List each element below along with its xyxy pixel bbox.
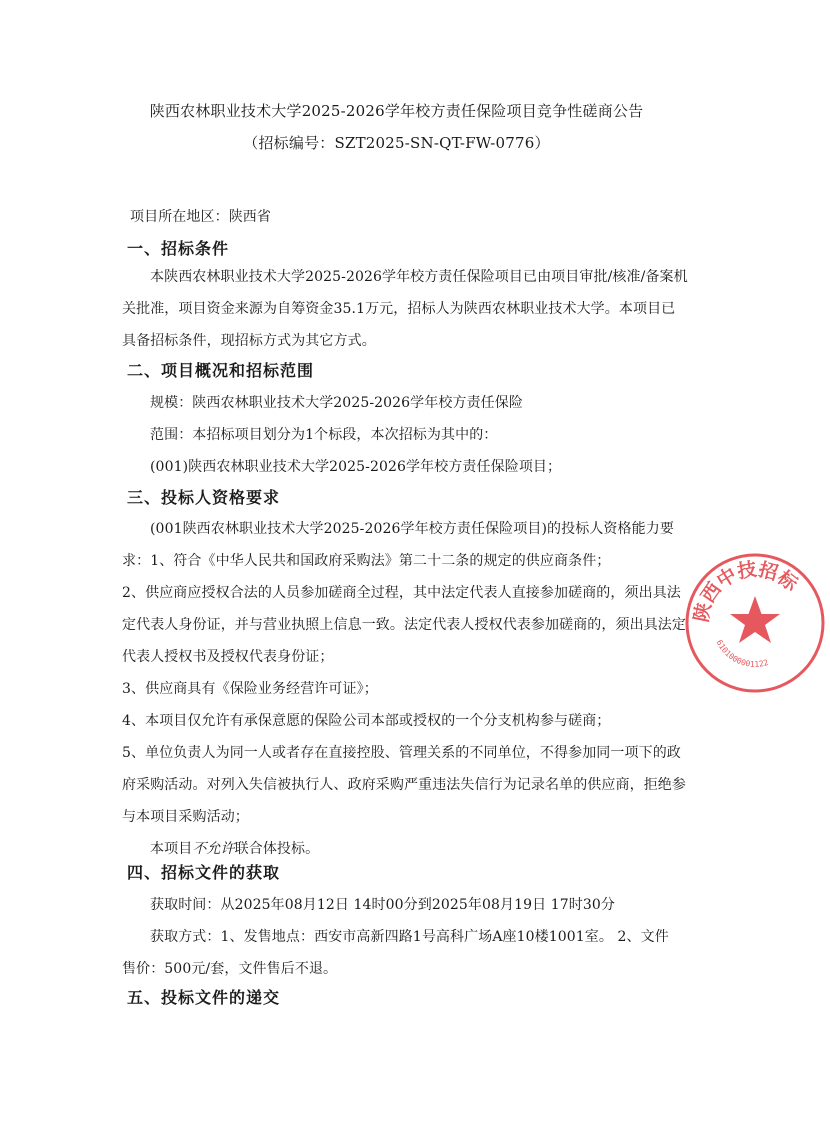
section-4-line-2: 获取方式：1、发售地点：西安市高新四路1号高科广场A座10楼1001室。 2、文件 [150, 929, 669, 945]
official-seal-stamp [680, 548, 830, 698]
section-1-line-1: 本陕西农林职业技术大学2025-2026学年校方责任保险项目已由项目审批/核准/备案机 [150, 269, 688, 285]
consortium-suffix: 联合体投标。 [234, 841, 320, 857]
section-3-line-1: (001陕西农林职业技术大学2025-2026学年校方责任保险项目)的投标人资格能力要 [150, 521, 674, 537]
section-3-line-8: 5、单位负责人为同一人或者存在直接控股、管理关系的不同单位，不得参加同一项下的政 [122, 745, 681, 761]
seal-text: 陕西中技招标 [690, 558, 802, 624]
section-3-line-7: 4、本项目仅允许有承保意愿的保险公司本部或授权的一个分支机构参与磋商； [122, 713, 611, 729]
section-5-heading: 五、投标文件的递交 [127, 988, 281, 1007]
section-2-line-2: 范围：本招标项目划分为1个标段，本次招标为其中的： [150, 427, 498, 443]
section-3-line-3: 2、供应商应授权合法的人员参加磋商全过程，其中法定代表人直接参加磋商的，须出具法 [122, 585, 681, 601]
consortium-prefix: 本项目 [150, 841, 193, 857]
document-title: 陕西农林职业技术大学2025-2026学年校方责任保险项目竞争性磋商公告 [149, 102, 644, 120]
section-3-heading: 三、投标人资格要求 [127, 488, 281, 507]
project-region: 项目所在地区：陕西省 [130, 209, 271, 225]
section-2-line-1: 规模：陕西农林职业技术大学2025-2026学年校方责任保险 [150, 395, 523, 411]
section-1-line-2: 关批准，项目资金来源为自筹资金35.1万元，招标人为陕西农林职业技术大学。本项目已 [122, 301, 676, 317]
section-2-line-3: (001)陕西农林职业技术大学2025-2026学年校方责任保险项目； [150, 459, 562, 475]
section-3-line-10: 与本项目采购活动； [122, 809, 249, 825]
section-3-line-11 [150, 838, 319, 858]
section-3-line-6: 3、供应商具有《保险业务经营许可证》； [122, 681, 378, 697]
section-1-heading: 一、招标条件 [127, 239, 230, 258]
section-4-line-3: 售价：500元/套，文件售后不退。 [122, 961, 338, 977]
seal-number: 6101000001122 [714, 638, 770, 669]
section-1-line-3: 具备招标条件，现招标方式为其它方式。 [122, 333, 376, 349]
section-3-line-9: 府采购活动。对列入失信被执行人、政府采购严重违法失信行为记录名单的供应商，拒绝参 [122, 777, 686, 793]
section-4-line-1: 获取时间：从2025年08月12日 14时00分到2025年08月19日 17时30分 [150, 897, 615, 913]
section-3-line-5: 代表人授权书及授权代表身份证； [122, 649, 334, 665]
section-2-heading: 二、项目概况和招标范围 [127, 361, 315, 380]
svg-text:陕西中技招标 [689, 557, 803, 624]
seal-star-icon [730, 596, 780, 643]
section-3-line-2: 求：1、符合《中华人民共和国政府采购法》第二十二条的规定的供应商条件； [122, 553, 611, 569]
section-3-line-4: 定代表人身份证，并与营业执照上信息一致。法定代表人授权代表参加磋商的，须出具法定 [122, 617, 686, 633]
consortium-not-allowed: 不允许 [192, 841, 235, 857]
svg-text:6101000001122 [715, 638, 770, 669]
section-4-heading: 四、招标文件的获取 [127, 863, 281, 882]
document-subtitle: （招标编号：SZT2025-SN-QT-FW-0776） [243, 134, 550, 152]
